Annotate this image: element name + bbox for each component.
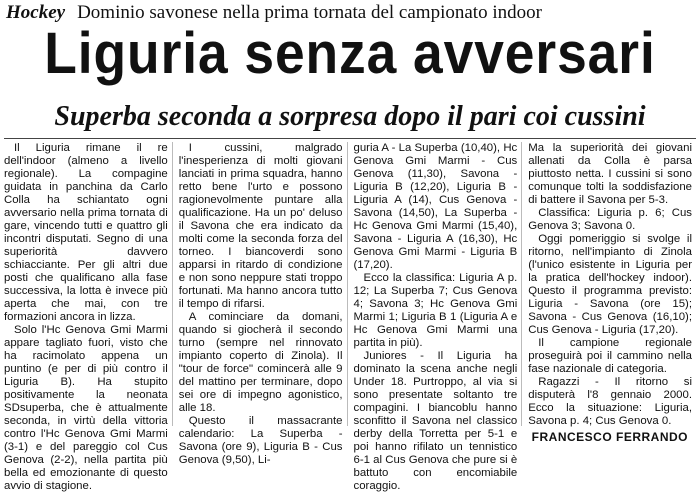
column-1 — [4, 142, 173, 492]
paragraph: guria A - La Superba (10,40), Hc Genova Gmi Marmi - Cus Genova (11,30), Savona - Liguria B (12,20), Liguria B - Liguria A (14), Cus Genova - Savona (14,50), La Superba - Hc Genova Gmi Marmi (15,40), Savona - Liguria A (16,30), Hc Genova Gmi Marmi - Liguria B (17,20). — [353, 142, 518, 271]
paragraph: Ma la superiorità dei giovani allenati da Colla è parsa piuttosto netta. I cussini si sono comunque tolti la soddisfazione di battere il Savona per 5-3. — [528, 142, 692, 206]
headline: Liguria senza avversari — [44, 21, 656, 86]
paragraph: I cussini, malgrado l'inesperienza di molti giovani lanciati in prima squadra, hanno retto bene l'urto e possono ragionevolmente puntare alla qualificazione. Ha un po' deluso il Savona che era indicato da molti come la seconda forza del torneo. I biancoverdi sono apparsi in ritardo di condizione e non sono neppure stati troppo fortunati. Ma hanno ancora tutto il tempo di rifarsi. — [178, 142, 343, 310]
column-3 — [353, 142, 523, 492]
kicker-text: Dominio savonese nella prima tornata del campionato indoor — [77, 2, 542, 23]
paragraph: Oggi pomeriggio si svolge il ritorno, nell'impianto di Zinola (l'unico esistente in Liguria per la pratica dell'hockey indoor). Questo il programma previsto: Liguria - Savona (ore 15); Savona - Cus Genova (16,10); Cus Genova - Liguria (17,20). — [528, 233, 692, 336]
paragraph: Ragazzi - Il ritorno si disputerà l'8 gennaio 2000. Ecco la situazione: Liguria, Savona p. 4; Cus Genova 0. — [528, 376, 692, 427]
paragraph: Ecco la classifica: Liguria A p. 12; La Superba 7; Cus Genova 4; Savona 3; Hc Genova Gmi Marmi 1; Liguria B 1 (Liguria A e Hc Genova Gmi Marmi una partita in più). — [353, 272, 518, 349]
divider — [4, 138, 696, 139]
paragraph: A cominciare da domani, quando si giocherà il secondo turno (sempre nel rinnovato impianto coperto di Zinola). Il "tour de force" comincerà alle 9 del mattino per terminare, dopo sei ore di impegno agonistico, alle 18. — [178, 311, 343, 414]
paragraph: Juniores - Il Liguria ha dominato la scena anche negli Under 18. Purtroppo, al via si sono presentate soltanto tre compagini. I biancoblu hanno sconfitto il Savona nel classico derby della Torretta per 5-1 e poi hanno rifilato un tennistico 6-1 al Cus Genova che pure si è battuto con encomiabile coraggio. — [353, 350, 518, 492]
section-label: Hockey — [6, 2, 66, 23]
byline: FRANCESCO FERRANDO — [531, 430, 688, 444]
paragraph: Il Liguria rimane il re dell'indoor (almeno a livello regionale). La compagine guidata in panchina da Carlo Colla ha schiantato ogni avversario nella prima tornata di gare, vincendo tutti e quattro gli incontri disputati. Segno di una superiorità davvero schiacciante. Per gli altri due posti che qualificano alla fase successiva, la lotta è invece più aperta che mai, con tre formazioni ancora in lizza. — [4, 142, 168, 323]
column-2 — [178, 142, 348, 466]
paragraph: Il campione regionale proseguirà poi il cammino nella fase nazionale di categoria. — [528, 337, 692, 375]
paragraph: Classifica: Liguria p. 6; Cus Genova 3; Savona 0. — [528, 207, 692, 232]
column-4 — [528, 142, 696, 426]
paragraph: Solo l'Hc Genova Gmi Marmi appare tagliato fuori, visto che ha racimolato appena un puntino (e per di più contro il Liguria B). Ha stupito positivamente la neonata SDsuperba, che è attualmente seconda, in virtù della vittoria contro l'Hc Genova Gmi Marmi (3-1) e del pareggio col Cus Genova (2-2), nella partita più bella ed emozionante di questo avvio di stagione. — [4, 324, 168, 492]
paragraph: Questo il massacrante calendario: La Superba - Savona (ore 9), Liguria B - Cus Genova (9,50), Li- — [178, 415, 343, 466]
subheadline: Superba seconda a sorpresa dopo il pari coi cussini — [54, 101, 646, 132]
